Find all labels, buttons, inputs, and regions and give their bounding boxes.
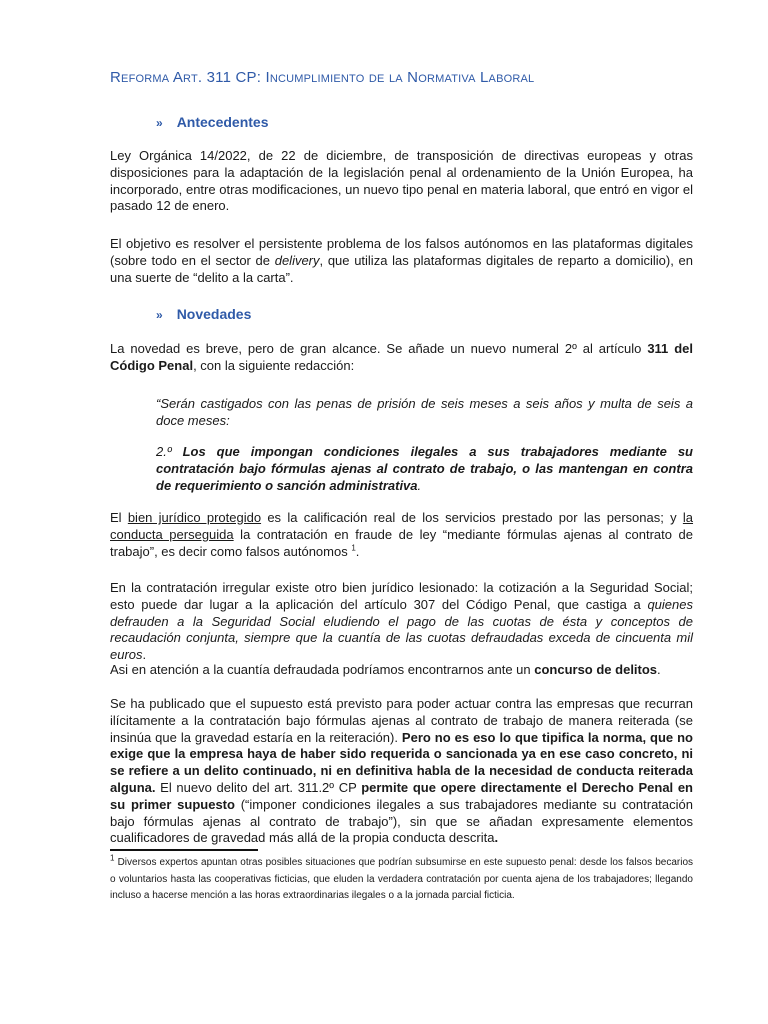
text-run: Asi en atención a la cuantía defraudada podríamos encontrarnos ante un [110,662,535,677]
text-run-italic: delivery [274,252,320,268]
quote-numeral [156,444,693,494]
text-run: . [657,662,661,677]
footnote-separator [110,849,258,851]
paragraph-novedades-1 [110,341,693,375]
section-heading-label: Antecedentes [176,114,269,130]
text-run: La novedad es breve, pero de gran alcance. Se añade un nuevo numeral 2º al artículo [110,341,648,356]
text-run-bold: . [494,830,499,846]
footnote-number: 1 [110,853,115,863]
section-heading-novedades [156,306,251,322]
text-run-bold: permite que opere directamente el Derecho Penal en su primer supuesto [110,779,693,812]
footnote [110,855,693,905]
text-run: En la contratación irregular existe otro bien jurídico lesionado: la cotización a la Seguridad Social; esto puede dar lugar a la aplicación del artículo 307 del Código Penal, que castiga a [110,580,693,612]
text-run: . [417,477,422,493]
footnote-text: Diversos expertos apuntan otras posibles situaciones que podrían subsumirse en este supuesto penal: desde los falsos becarios o voluntarios hasta las cooperativas ficticias, que eluden la verdadera contratación por cuenta ajena de los trabajadores; llegando incluso a hacerse mención a las horas extraordinarias ilegales o a la jornada parcial ficticia. [110,857,694,901]
bullet-icon: » [156,116,163,130]
text-run: . [142,647,147,663]
text-run: (“imponer condiciones ilegales a sus trabajadores mediante su contratación bajo fórmulas ajenas al contrato de trabajo”), sin que se añadan expresamente elementos cualificadores de gravedad más allá de la propia conducta descrita [110,796,693,846]
text-run-italic: quienes defrauden a la Seguridad Social eludiendo el pago de las cuotas de ésta y conceptos de recaudación conjunta, siempre que la cuantía de las cuotas defraudadas exceda de cincuenta mil euros [110,596,693,663]
document-title: Reforma Art. 311 CP: Incumplimiento de la Normativa Laboral [110,69,535,86]
text-run: 2.º [156,444,183,459]
text-run: la contratación en fraude de ley “mediante fórmulas ajenas al contrato de trabajo”, es decir como falsos autónomos [110,526,693,559]
text-run-bold: Pero no es eso lo que tipifica la norma, que no exige que la empresa haya de haber sido requerida o sancionada ya en ese caso concreto, ni se refiere a un delito continuado, ni en definitiva habla de la necesidad de conducta reiterada alguna. [110,729,693,795]
text-run-bold: 311 del Código Penal [110,341,693,373]
quote-intro: “Serán castigados con las penas de prisión de seis meses a seis años y multa de seis a doce meses: [156,396,693,428]
paragraph-antecedentes-2 [110,236,693,286]
paragraph-antecedentes-1: Ley Orgánica 14/2022, de 22 de diciembre, de transposición de directivas europeas y otras disposiciones para la adaptación de la legislación penal al ordenamiento de la Unión Europea, ha incorporado, entre otras modificaciones, un nuevo tipo penal en materia laboral, que entró en vigor el pasado 12 de enero. [110,148,693,214]
text-run: El nuevo delito del art. 311.2º CP [155,779,362,795]
text-run-underlined: la conducta perseguida [110,510,694,542]
section-heading-antecedentes [156,114,269,130]
paragraph-supuesto [110,696,693,847]
bullet-icon: » [156,308,163,322]
footnote-reference[interactable]: 1 [351,543,356,553]
text-run-underlined: bien jurídico protegido [127,510,262,525]
section-heading-label: Novedades [176,306,252,322]
text-run: es la calificación real de los servicios prestado por las personas; y [261,510,683,525]
text-run: Se ha publicado que el supuesto está previsto para poder actuar contra las empresas que recurran ilícitamente a la contratación bajo fórmulas ajenas al contrato de trabajo de manera reiterada (se insinúa que la gravedad estaría en la reiteración). [110,696,693,745]
text-run: . [355,543,360,559]
paragraph-concurso [110,662,693,679]
text-run: , que utiliza las plataformas digitales de reparto a domicilio), en una suerte de “delito a la carta”. [110,252,694,285]
text-run: El [110,510,128,525]
paragraph-seguridad-social [110,580,693,664]
paragraph-bien-juridico [110,510,693,560]
text-run: El objetivo es resolver el persistente problema de los falsos autónomos en las plataformas digitales (sobre todo en el sector de [110,236,693,268]
text-run: , con la siguiente redacción: [193,357,355,373]
text-run-bold: Los que impongan condiciones ilegales a sus trabajadores mediante su contratación bajo fórmulas ajenas al contrato de trabajo, o las mantengan en contra de requerimiento o sanción administrativa [156,444,693,493]
text-run-bold: concurso de delitos [534,662,658,677]
